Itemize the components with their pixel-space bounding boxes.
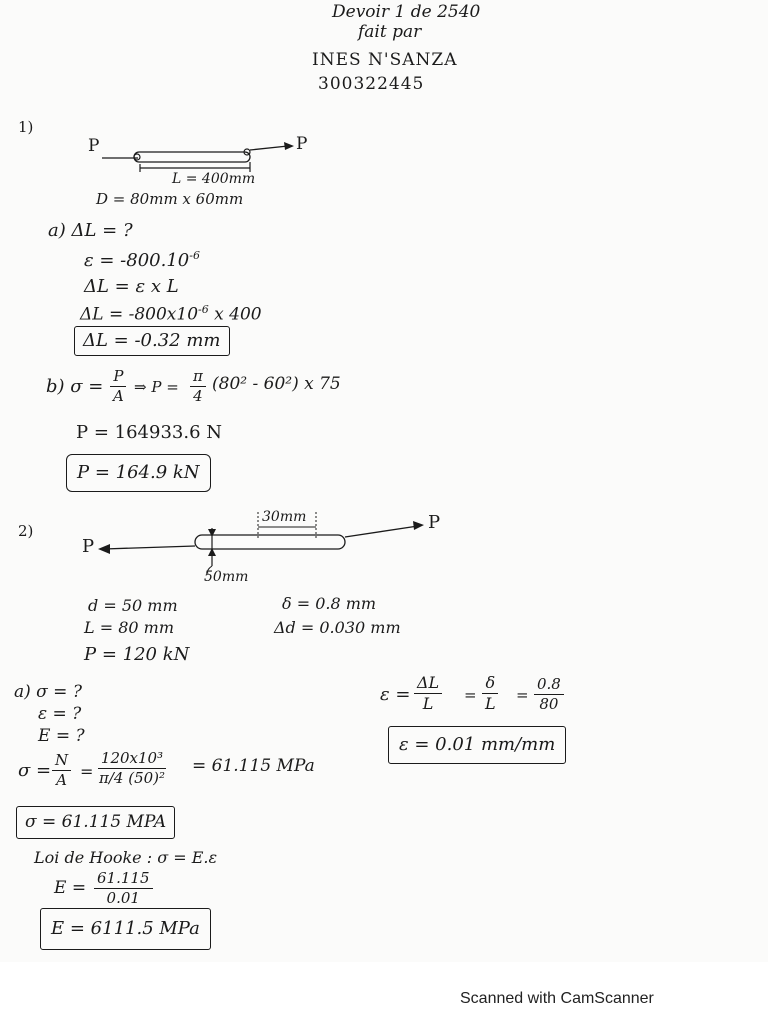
q2a-fraction-n-over-a: $\frac{N}{A}$ [52, 752, 71, 788]
q1-bar-diagram [102, 142, 294, 172]
q2a-eps-equals-2: = [516, 686, 529, 704]
q1b-answer-box: P = 164.9 kN [66, 454, 211, 492]
q1b-fraction-p-over-a: $\frac{P}{A}$ [110, 368, 127, 404]
q2a-eps-fraction-delta-over-l: $\frac{\delta}{L}$ [482, 674, 499, 712]
q2a-question-sigma: a) σ = ? [14, 682, 82, 702]
q2a-question-e: E = ? [38, 726, 85, 746]
q2-given-d: d = 50 mm [88, 596, 178, 615]
q1-length-label: L = 400mm [172, 171, 256, 187]
q2-bar-diagram [98, 509, 424, 574]
q2a-eps-fraction-values: $\frac{0.8}{80}$ [534, 676, 564, 712]
q2-force-right: P [428, 512, 441, 533]
q2-given-p: P = 120 kN [84, 644, 190, 665]
q2a-e-prefix: E = [54, 878, 87, 898]
q1a-prompt: a) ΔL = ? [48, 220, 133, 241]
q1a-answer-box: ΔL = -0.32 mm [74, 326, 230, 356]
q2-force-left: P [82, 536, 95, 557]
q2a-eps-prefix: ε = [380, 684, 411, 705]
q1b-expression: (80² - 60²) x 75 [212, 374, 341, 394]
q2a-fraction-load-over-area: $\frac{\text{120x10³}}{\text{π/4 (50)²}}$ [99, 749, 166, 787]
header-line-1: Devoir 1 de 2540 [332, 2, 481, 22]
q2-given-l: L = 80 mm [84, 618, 174, 637]
q2a-e-fraction: $\frac{61.115}{0.01}$ [94, 870, 153, 906]
q2a-sigma-prefix: σ = [18, 760, 52, 781]
header-line-2: fait par [358, 22, 422, 42]
q1-section-label: D = 80mm x 60mm [96, 190, 244, 208]
header-author-name: INES N'SANZA [312, 50, 458, 70]
q1-number: 1) [18, 118, 34, 136]
q2-dim-top: 30mm [262, 509, 307, 525]
q2a-hooke-law: Loi de Hooke : σ = E.ε [34, 848, 218, 867]
q2-given-delta: δ = 0.8 mm [282, 594, 377, 613]
q1b-prefix: b) σ = [46, 376, 104, 397]
header-student-number: 300322445 [318, 74, 425, 94]
q1-force-left: P [88, 136, 100, 156]
q1b-result: P = 164933.6 N [76, 422, 222, 443]
q2-given-dd: Δd = 0.030 mm [274, 618, 401, 637]
q2a-eps-fraction-dl-over-l: $\frac{\Delta L}{L}$ [414, 674, 442, 712]
q2-number: 2) [18, 522, 34, 540]
q2a-question-epsilon: ε = ? [38, 704, 82, 724]
q2-dim-bottom: 50mm [204, 569, 249, 585]
q1b-fraction-pi-over-4: $\frac{\pi}{4}$ [190, 368, 206, 404]
q2a-sigma-result: = 61.115 MPa [192, 756, 315, 776]
q2a-sigma-answer-box: σ = 61.115 MPA [16, 806, 175, 839]
q1-force-right: P [296, 134, 308, 154]
q2a-eps-answer-box: ε = 0.01 mm/mm [388, 726, 566, 764]
q1a-strain: $\varepsilon = -800.10^{-6}$ [84, 249, 200, 271]
q2a-eps-equals-1: = [464, 686, 477, 704]
q2a-e-answer-box: E = 6111.5 MPa [40, 908, 211, 950]
scanner-watermark: Scanned with CamScanner [460, 990, 654, 1007]
q1a-substitution: $\Delta L = -800x10^{-6}$ x 400 [80, 303, 262, 325]
q1b-arrow: ⇒ P = [134, 378, 179, 396]
q1a-formula: ΔL = ε x L [84, 276, 179, 297]
q2a-equals: = [80, 762, 94, 781]
